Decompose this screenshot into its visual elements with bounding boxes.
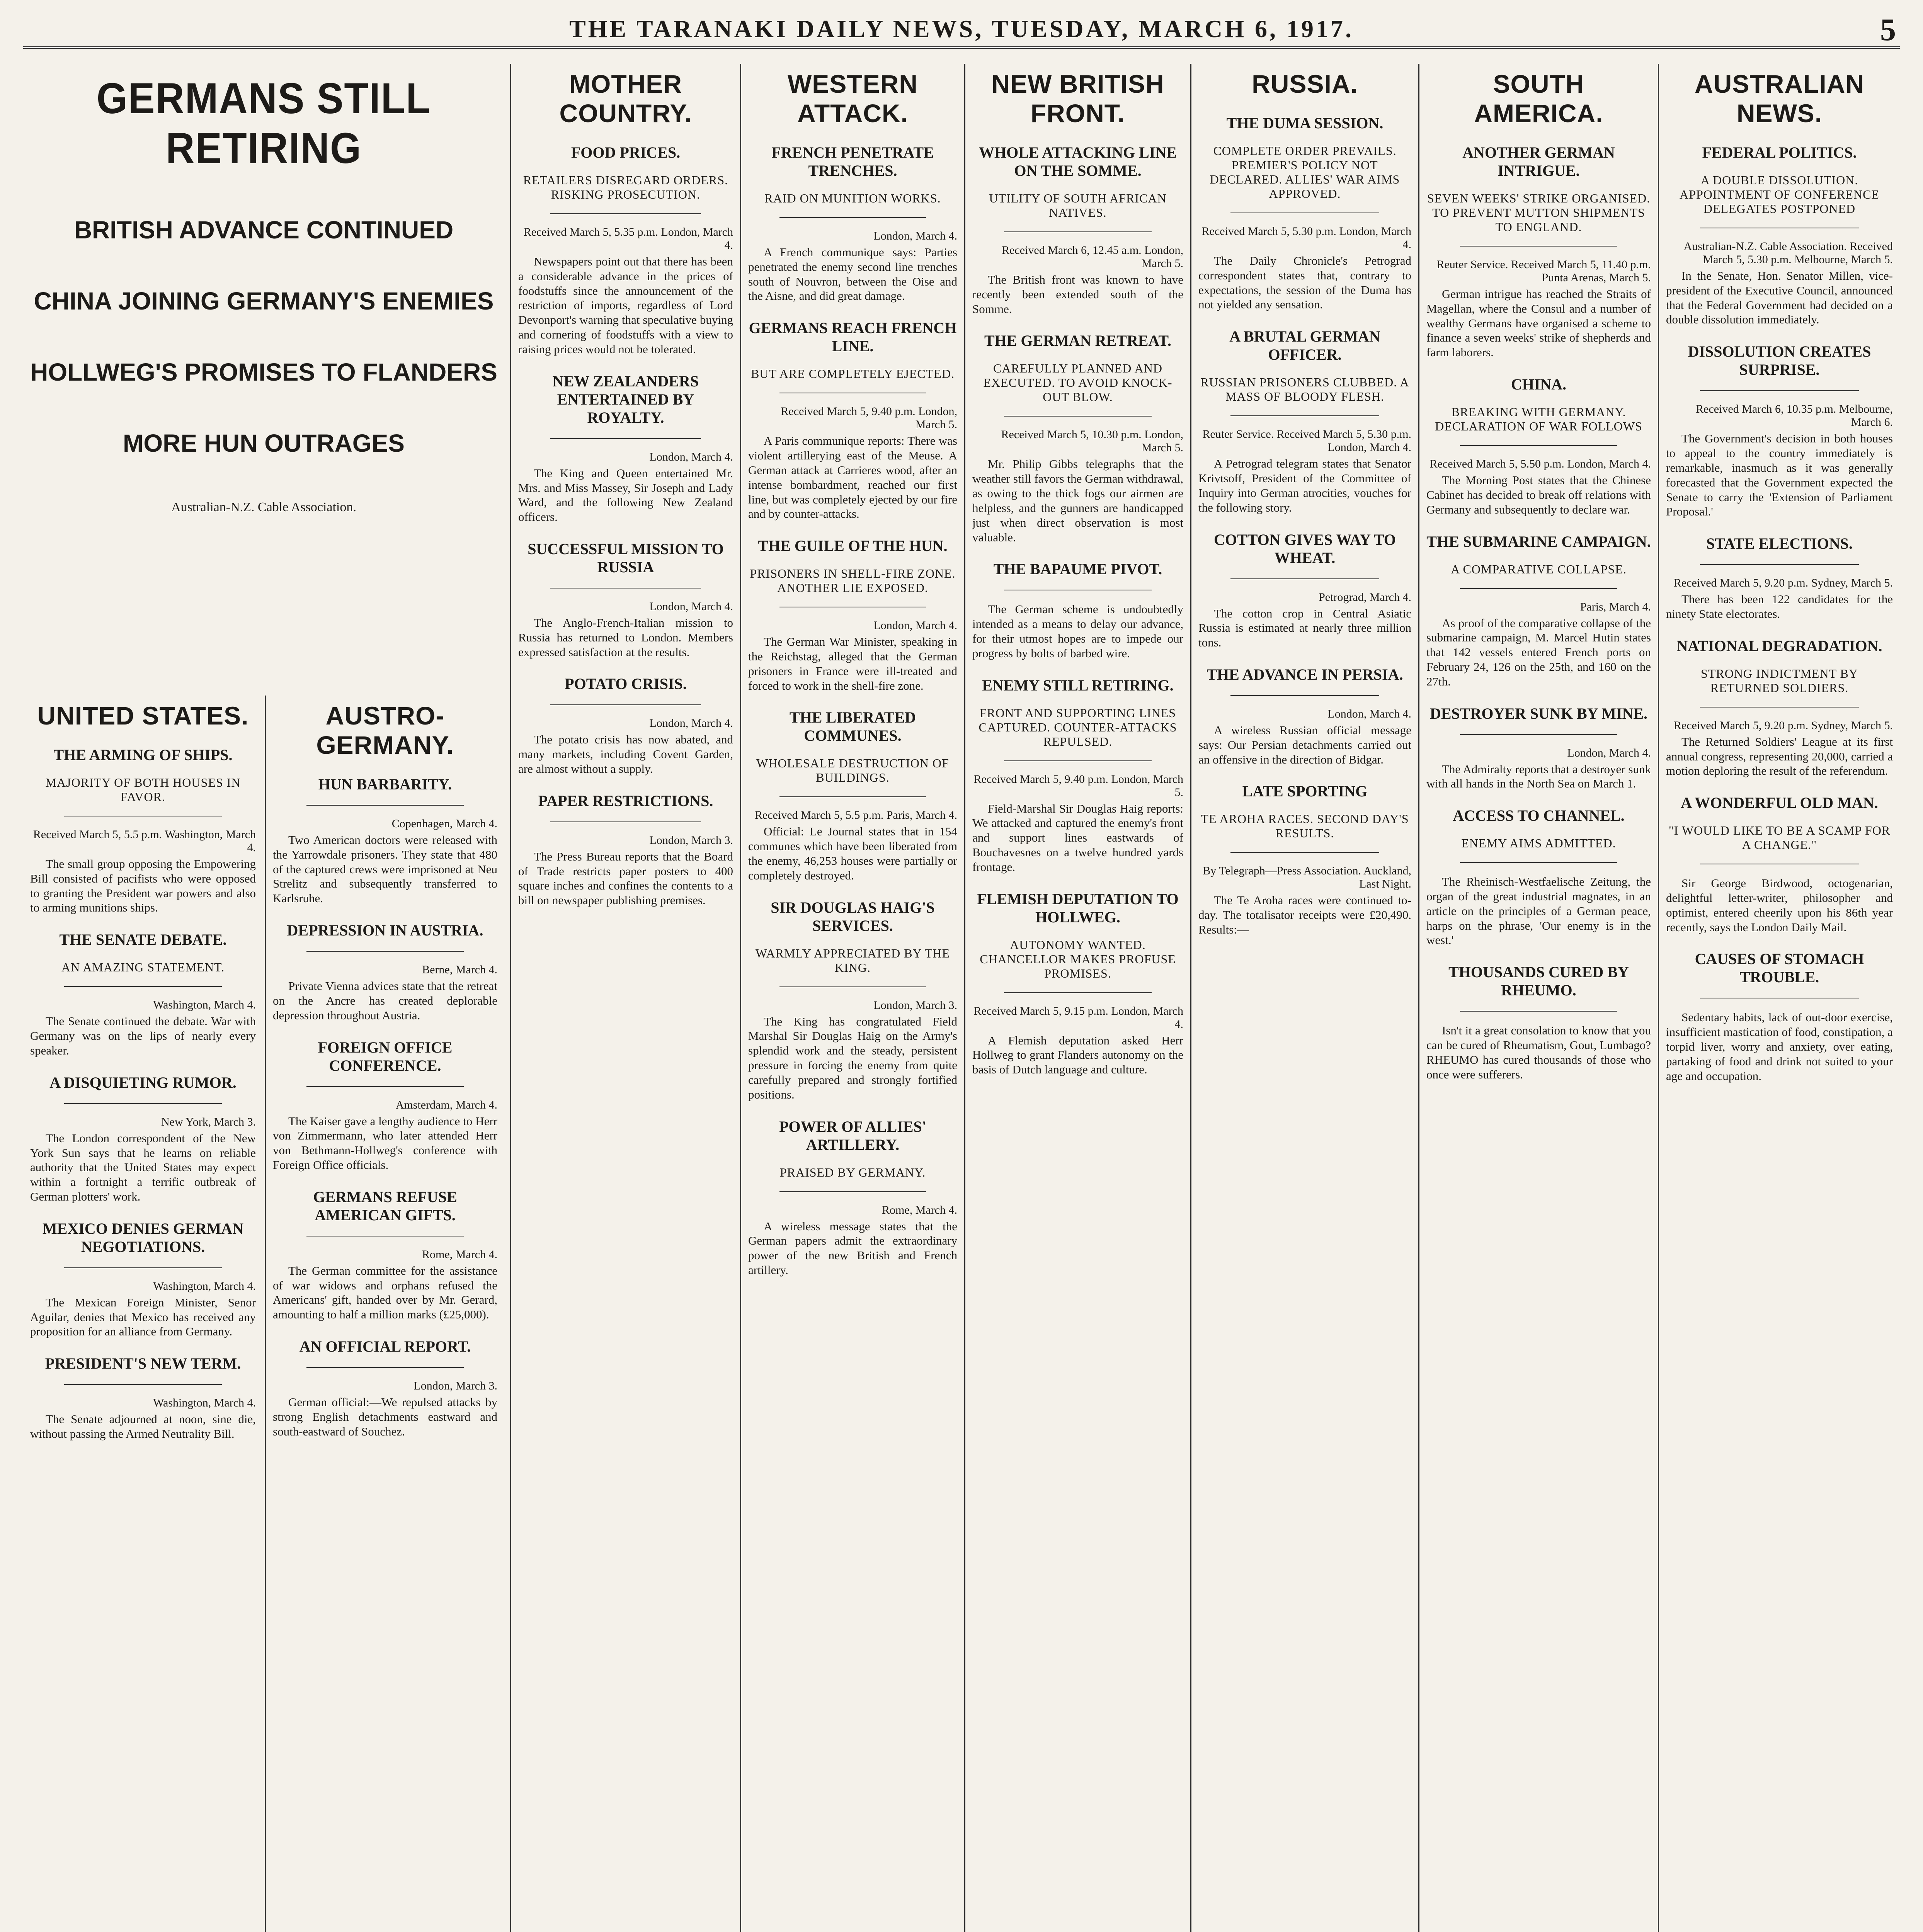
section-title: A BRUTAL GERMAN OFFICER.	[1229, 328, 1380, 364]
article-body: German official:—We repulsed attacks by strong English detachments eastward and south-eastward of Souchez.	[273, 1395, 497, 1438]
section-subtitle: UTILITY OF SOUTH AFRICAN NATIVES.	[989, 191, 1167, 219]
column-new-british-front	[964, 64, 1190, 1932]
article-body: The Admiralty reports that a destroyer sunk with all hands in the North Sea on March 1.	[1426, 762, 1651, 791]
column-heading: SOUTH AMERICA.	[1474, 70, 1603, 128]
article-body: Two American doctors were released with the Yarrowdale prisoners. They state that 480 of the captured crews were imprisoned at Neu Strelitz and subsequently transferred to Karlsruhe.	[273, 833, 497, 905]
column-heading: AUSTRO-GERMANY.	[316, 701, 454, 759]
column-heading: UNITED STATES.	[37, 701, 249, 730]
divider	[550, 213, 701, 214]
article-body: The Daily Chronicle's Petrograd correspondent states that, contrary to expectations, the session of the Duma has not yielded any sensation.	[1198, 254, 1411, 311]
dateline: Reuter Service. Received March 5, 5.30 p.m. London, March 4.	[1202, 428, 1411, 454]
divider	[1460, 734, 1617, 735]
section-title: GERMANS REFUSE AMERICAN GIFTS.	[313, 1188, 457, 1224]
section-title: FRENCH PENETRATE TRENCHES.	[771, 144, 934, 179]
divider	[1230, 852, 1380, 853]
section-title: WHOLE ATTACKING LINE ON THE SOMME.	[979, 144, 1177, 179]
section-title: CHINA.	[1511, 376, 1567, 393]
column-heading: MOTHER COUNTRY.	[559, 70, 692, 128]
divider	[1230, 578, 1380, 579]
section-title: AN OFFICIAL REPORT.	[299, 1338, 471, 1355]
section-subtitle: RUSSIAN PRISONERS CLUBBED. A MASS OF BLOODY FLESH.	[1200, 375, 1409, 404]
divider	[1004, 760, 1152, 761]
divider	[1460, 1011, 1617, 1012]
article-body: The German committee for the assistance of war widows and orphans refused the Americans' gift, handed over by Mr. Gerard, amounting to half a million marks (£25,000).	[273, 1264, 497, 1321]
dateline: Washington, March 4.	[153, 998, 256, 1012]
section-subtitle: STRONG INDICTMENT BY RETURNED SOLDIERS.	[1701, 666, 1858, 695]
divider	[779, 986, 926, 987]
article-body: Newspapers point out that there has been a considerable advance in the prices of foodstuffs since the announcement of the restriction of imports, regardless of Lord Devonport's warning that speculative buying and cornering of foodstuffs with a view to raising prices would not be tolerated.	[518, 255, 733, 356]
dateline: Received March 5, 9.20 p.m. Sydney, March 5.	[1673, 719, 1893, 732]
article-body: The Press Bureau reports that the Board of Trade restricts paper posters to 400 square inches and confines the contents to a bill on newspaper publishing premises.	[518, 849, 733, 907]
dateline: London, March 3.	[414, 1379, 497, 1392]
dateline: Received March 5, 5.50 p.m. London, March 4.	[1429, 457, 1651, 471]
dateline: Received March 5, 5.5 p.m. Paris, March 4.	[754, 809, 957, 822]
section-subtitle: FRONT AND SUPPORTING LINES CAPTURED. COUNTER-ATTACKS REPULSED.	[979, 706, 1177, 748]
divider	[1230, 415, 1380, 416]
dateline: London, March 4.	[649, 717, 733, 730]
section-title: A WONDERFUL OLD MAN.	[1681, 794, 1878, 812]
dateline: Petrograd, March 4.	[1319, 590, 1411, 604]
article-body: Official: Le Journal states that in 154 communes which have been liberated from the enemy, 46,253 houses were partially or completely destroyed.	[748, 825, 957, 882]
section-subtitle: RAID ON MUNITION WORKS.	[764, 191, 941, 205]
divider	[1700, 390, 1859, 391]
dateline: London, March 4.	[649, 450, 733, 463]
section-title: CAUSES OF STOMACH TROUBLE.	[1695, 950, 1864, 986]
lead-subhead: HOLLWEG'S PROMISES TO FLANDERS	[30, 358, 497, 386]
dateline: Australian-N.Z. Cable Association. Received March 5, 5.30 p.m. Melbourne, March 5.	[1683, 240, 1893, 266]
column-united-states	[23, 696, 263, 1932]
section-title: PAPER RESTRICTIONS.	[538, 792, 713, 810]
section-subtitle: BUT ARE COMPLETELY EJECTED.	[751, 367, 955, 381]
column-western-attack	[740, 64, 964, 1932]
divider	[1460, 246, 1617, 247]
divider	[550, 704, 701, 705]
dateline: Berne, March 4.	[422, 963, 497, 976]
lead-headline: GERMANS STILL RETIRING	[96, 74, 431, 172]
article-body: Sir George Birdwood, octogenarian, delightful letter-writer, philosopher and optimist, entered cheerily upon his 86th year recently, says the London Daily Mail.	[1666, 876, 1893, 934]
lead-source: Australian-N.Z. Cable Association.	[171, 500, 356, 514]
divider	[64, 986, 222, 987]
masthead	[23, 12, 1900, 49]
dateline: Rome, March 4.	[422, 1248, 497, 1261]
article-body: Isn't it a great consolation to know that you can be cured of Rheumatism, Gout, Lumbago? RHEUMO has cured thousands of those who once were sufferers.	[1426, 1024, 1651, 1081]
dateline: Reuter Service. Received March 5, 11.40 p.m. Punta Arenas, March 5.	[1436, 258, 1651, 284]
divider	[779, 1191, 926, 1192]
article-body: The Senate adjourned at noon, sine die, without passing the Armed Neutrality Bill.	[30, 1412, 256, 1440]
divider	[64, 1103, 222, 1104]
section-title: POWER OF ALLIES' ARTILLERY.	[779, 1117, 926, 1153]
column-heading: WESTERN ATTACK.	[788, 70, 918, 128]
column-heading: NEW BRITISH FRONT.	[991, 70, 1164, 128]
dateline: London, March 4.	[873, 619, 957, 632]
section-subtitle: MAJORITY OF BOTH HOUSES IN FAVOR.	[45, 776, 241, 804]
section-title: NEW ZEALANDERS ENTERTAINED BY ROYALTY.	[552, 372, 699, 426]
section-subtitle: "I WOULD LIKE TO BE A SCAMP FOR A CHANGE."	[1668, 823, 1891, 852]
section-title: ACCESS TO CHANNEL.	[1453, 807, 1625, 825]
section-title: COTTON GIVES WAY TO WHEAT.	[1214, 531, 1396, 566]
section-title: SUCCESSFUL MISSION TO RUSSIA	[528, 540, 724, 576]
divider	[1460, 588, 1617, 589]
dateline: Rome, March 4.	[882, 1203, 957, 1216]
section-title: ENEMY STILL RETIRING.	[982, 676, 1174, 694]
column-austro-germany	[265, 696, 504, 1932]
divider	[64, 1267, 222, 1268]
dateline: By Telegraph—Press Association. Auckland, Last Night.	[1203, 864, 1411, 891]
article-body: The potato crisis has now abated, and many markets, including Covent Garden, are almost without a supply.	[518, 733, 733, 776]
section-title: FLEMISH DEPUTATION TO HOLLWEG.	[977, 890, 1179, 926]
article-body: Field-Marshal Sir Douglas Haig reports: We attacked and captured the enemy's front and support lines eastwards of Bouchavesnes on a twelve hundred yards frontage.	[972, 801, 1183, 874]
article-body: The German War Minister, speaking in the Reichstag, alleged that the German prisoners in France were ill-treated and forced to work in the shell-fire zone.	[748, 635, 957, 692]
section-title: THE ARMING OF SHIPS.	[53, 746, 233, 764]
section-title: LATE SPORTING	[1242, 782, 1368, 800]
article-body: The Government's decision in both houses to appeal to the country immediately is remarkable, inasmuch as it was generally forecasted that the Government expected the Senate to carry the 'Extension of Parliament Proposal.'	[1666, 432, 1893, 519]
dateline: Received March 5, 5.35 p.m. London, March 4.	[523, 226, 733, 252]
article-body: Mr. Philip Gibbs telegraphs that the weather still favors the German withdrawal, as owing to the thick fogs our airmen are helpless, and the gunners are handicapped just when direct observation is most valuable.	[972, 457, 1183, 544]
article-body: The King and Queen entertained Mr. Mrs. and Miss Massey, Sir Joseph and Lady Ward, and the following New Zealand officers.	[518, 466, 733, 524]
dateline: Received March 5, 10.30 p.m. London, March 5.	[1001, 428, 1183, 454]
article-body: The small group opposing the Empowering Bill consisted of pacifists who were opposed to granting the President war powers and also to arming munitions ships.	[30, 857, 256, 915]
dateline: Received March 5, 9.40 p.m. London, March 5.	[973, 772, 1183, 799]
dateline: London, March 3.	[873, 998, 957, 1012]
article-body: The Anglo-French-Italian mission to Russia has returned to London. Members expressed satisfaction at the results.	[518, 616, 733, 659]
article-body: The cotton crop in Central Asiatic Russia is estimated at nearly three million tons.	[1198, 606, 1411, 650]
newspaper-title: THE TARANAKI DAILY NEWS, TUESDAY, MARCH 6, 1917.	[569, 15, 1354, 43]
article-body: Sedentary habits, lack of out-door exercise, insufficient mastication of food, constipation, a torpid liver, worry and anxiety, over eating, partaking of food and drink not suited to your age and occupation.	[1666, 1010, 1893, 1083]
article-body: The Senate continued the debate. War with Germany was on the lips of nearly every speaker.	[30, 1014, 256, 1057]
page-number: 5	[1880, 12, 1896, 47]
section-subtitle: A COMPARATIVE COLLAPSE.	[1451, 562, 1627, 576]
article-body: A wireless message states that the German papers admit the extraordinary power of the new British and French artillery.	[748, 1219, 957, 1277]
lead-story	[23, 62, 504, 515]
article-body: German intrigue has reached the Straits of Magellan, where the Consul and a number of wealthy Germans have organised a scheme to finance a seven weeks' strike of shepherds and farm laborers.	[1426, 287, 1651, 359]
dateline: Received March 5, 9.20 p.m. Sydney, March 5.	[1673, 577, 1893, 590]
section-title: DESTROYER SUNK BY MINE.	[1429, 704, 1648, 722]
column-mother-country	[510, 64, 740, 1932]
section-title: THE SENATE DEBATE.	[59, 931, 227, 949]
section-title: FEDERAL POLITICS.	[1702, 144, 1857, 161]
section-subtitle: COMPLETE ORDER PREVAILS. PREMIER'S POLICY NOT DECLARED. ALLIES' WAR AIMS APPROVED.	[1210, 144, 1400, 201]
divider	[306, 951, 464, 952]
section-title: FOOD PRICES.	[571, 144, 681, 161]
article-body: The King has congratulated Field Marshal Sir Douglas Haig on the Army's splendid work and the steady, persistent pressure in forcing the enemy from quite carefully prepared and strongly fortified positions.	[748, 1014, 957, 1101]
divider	[779, 217, 926, 218]
section-subtitle: SEVEN WEEKS' STRIKE ORGANISED. TO PREVENT MUTTON SHIPMENTS TO ENGLAND.	[1427, 191, 1651, 234]
article-body: A Petrograd telegram states that Senator Krivtsoff, President of the Committee of Inquiry into German atrocities, vouches for the following story.	[1198, 457, 1411, 514]
divider	[306, 1367, 464, 1368]
dateline: Received March 6, 12.45 a.m. London, March 5.	[1002, 244, 1183, 270]
divider	[1230, 695, 1380, 696]
section-subtitle: RETAILERS DISREGARD ORDERS. RISKING PROSECUTION.	[523, 173, 728, 201]
dateline: London, March 4.	[873, 230, 957, 242]
article-body: Private Vienna advices state that the retreat on the Ancre has created deplorable depression throughout Austria.	[273, 979, 497, 1022]
section-title: THE BAPAUME PIVOT.	[993, 560, 1162, 578]
divider	[1004, 992, 1152, 993]
dateline: London, March 4.	[1327, 707, 1411, 720]
section-title: POTATO CRISIS.	[565, 675, 687, 693]
divider	[1460, 445, 1617, 446]
section-title: GERMANS REACH FRENCH LINE.	[749, 319, 957, 355]
column-heading: AUSTRALIAN NEWS.	[1695, 70, 1864, 128]
section-title: STATE ELECTIONS.	[1706, 535, 1853, 553]
section-title: THE DUMA SESSION.	[1226, 114, 1384, 132]
section-title: THE ADVANCE IN PERSIA.	[1207, 665, 1403, 683]
section-title: PRESIDENT'S NEW TERM.	[45, 1355, 241, 1372]
divider	[64, 1384, 222, 1385]
article-body: The Kaiser gave a lengthy audience to Herr von Zimmermann, who later attended Herr von Bethmann-Hollweg's conference with Foreign Office officials.	[273, 1114, 497, 1172]
divider	[550, 438, 701, 439]
divider	[550, 821, 701, 822]
section-title: DEPRESSION IN AUSTRIA.	[287, 922, 483, 939]
section-title: SIR DOUGLAS HAIG'S SERVICES.	[771, 898, 935, 934]
section-title: HUN BARBARITY.	[318, 776, 452, 793]
section-title: DISSOLUTION CREATES SURPRISE.	[1688, 343, 1871, 379]
section-subtitle: WARMLY APPRECIATED BY THE KING.	[755, 946, 950, 975]
lead-subhead: MORE HUN OUTRAGES	[123, 429, 405, 457]
section-subtitle: BREAKING WITH GERMANY. DECLARATION OF WAR FOLLOWS	[1435, 405, 1642, 434]
section-title: FOREIGN OFFICE CONFERENCE.	[318, 1038, 453, 1074]
column-south-america	[1418, 64, 1658, 1932]
section-title: MEXICO DENIES GERMAN NEGOTIATIONS.	[42, 1219, 244, 1255]
article-body: A Flemish deputation asked Herr Hollweg to grant Flanders autonomy on the basis of Dutch language and culture.	[972, 1033, 1183, 1077]
dateline: Received March 6, 10.35 p.m. Melbourne, March 6.	[1696, 403, 1893, 429]
section-subtitle: AN AMAZING STATEMENT.	[61, 960, 225, 975]
dateline: Received March 5, 9.40 p.m. London, March 5.	[781, 405, 957, 431]
article-body: A French communique says: Parties penetrated the enemy second line trenches south of Nouvron, between the Oise and the Aisne, and did great damage.	[748, 245, 957, 303]
article-body: The Rheinisch-Westfaelische Zeitung, the organ of the great industrial magnates, in an article on the principles of a German peace, harps on the phrase, 'Our enemy is in the west.'	[1426, 875, 1651, 947]
article-body: A Paris communique reports: There was violent artillerying east of the Meuse. A German attack at Carrieres wood, after an intense bombardment, reached our first line, but was completely ejected by our fire and by counter-attacks.	[748, 434, 957, 521]
section-subtitle: ENEMY AIMS ADMITTED.	[1461, 836, 1616, 850]
section-subtitle: CAREFULLY PLANNED AND EXECUTED. TO AVOID KNOCK-OUT BLOW.	[983, 361, 1173, 404]
section-title: THOUSANDS CURED BY RHEUMO.	[1448, 963, 1629, 999]
section-title: A DISQUIETING RUMOR.	[49, 1073, 237, 1091]
dateline: London, March 4.	[649, 600, 733, 613]
article-body: As proof of the comparative collapse of the submarine campaign, M. Marcel Hutin states that 142 vessels entered French ports on February 24, 126 on the 25th, and 160 on the 27th.	[1426, 616, 1651, 688]
article-body: The British front was known to have recently been extended south of the Somme.	[972, 273, 1183, 316]
section-title: THE LIBERATED COMMUNES.	[789, 709, 916, 745]
lead-subcolumns	[23, 696, 504, 1932]
column-heading: RUSSIA.	[1252, 70, 1358, 98]
dateline: London, March 4.	[1567, 746, 1651, 759]
divider	[779, 796, 926, 797]
section-title: NATIONAL DEGRADATION.	[1676, 637, 1882, 655]
dateline: Received March 5, 5.30 p.m. London, March 4.	[1201, 225, 1411, 251]
divider	[1004, 416, 1152, 417]
section-subtitle: A DOUBLE DISSOLUTION. APPOINTMENT OF CONFERENCE DELEGATES POSTPONED	[1680, 173, 1879, 216]
article-body: There has been 122 candidates for the ninety State electorates.	[1666, 592, 1893, 621]
lead-subhead: BRITISH ADVANCE CONTINUED	[74, 216, 454, 244]
divider	[1460, 862, 1617, 863]
article-body: The German scheme is undoubtedly intended as a means to delay our advance, for their utmost hopes are to impede our progress by bolts of barbed wire.	[972, 602, 1183, 660]
article-body: The Te Aroha races were continued to-day. The totalisator receipts were £20,490. Results:—	[1198, 893, 1411, 936]
dateline: Washington, March 4.	[153, 1279, 256, 1293]
article-body: The Returned Soldiers' League at its first annual congress, representing 20,000, carried a motion deploring the result of the referendum.	[1666, 735, 1893, 778]
section-title: ANOTHER GERMAN INTRIGUE.	[1462, 144, 1615, 179]
section-title: THE GERMAN RETREAT.	[984, 332, 1172, 350]
column-russia	[1190, 64, 1418, 1932]
article-body: The Mexican Foreign Minister, Senor Aguilar, denies that Mexico has received any proposition for an alliance from Germany.	[30, 1295, 256, 1338]
section-subtitle: PRISONERS IN SHELL-FIRE ZONE. ANOTHER LIE EXPOSED.	[750, 566, 956, 595]
article-body: In the Senate, Hon. Senator Millen, vice-president of the Executive Council, announced that the Federal Government had decided on a double dissolution immediately.	[1666, 269, 1893, 327]
lead-subhead: CHINA JOINING GERMANY'S ENEMIES	[34, 287, 494, 315]
divider	[1700, 564, 1859, 565]
article-body: A wireless Russian official message says: Our Persian detachments carried out an offensive in the direction of Bidgar.	[1198, 723, 1411, 766]
article-body: The London correspondent of the New York Sun says that he learns on reliable authority that the United States may expect within a fortnight a terrific outbreak of German plotters' work.	[30, 1131, 256, 1203]
dateline: Amsterdam, March 4.	[395, 1098, 497, 1111]
dateline: Copenhagen, March 4.	[391, 817, 497, 830]
column-australian-news	[1658, 64, 1900, 1932]
article-body: The Morning Post states that the Chinese Cabinet has decided to break off relations with Germany and subsequently to declare war.	[1426, 473, 1651, 516]
dateline: Received March 5, 5.5 p.m. Washington, March 4.	[33, 828, 256, 854]
section-subtitle: TE AROHA RACES. SECOND DAY'S RESULTS.	[1201, 812, 1409, 840]
section-title: THE GUILE OF THE HUN.	[758, 537, 948, 555]
dateline: Washington, March 4.	[153, 1396, 256, 1410]
section-subtitle: AUTONOMY WANTED. CHANCELLOR MAKES PROFUSE PROMISES.	[980, 937, 1176, 980]
dateline: New York, March 3.	[161, 1115, 256, 1128]
divider	[306, 805, 464, 806]
dateline: Paris, March 4.	[1580, 600, 1651, 613]
section-title: THE SUBMARINE CAMPAIGN.	[1426, 532, 1651, 550]
dateline: Received March 5, 9.15 p.m. London, March 4.	[973, 1004, 1183, 1031]
divider	[306, 1086, 464, 1087]
dateline: London, March 3.	[649, 833, 733, 847]
section-subtitle: PRAISED BY GERMANY.	[779, 1165, 926, 1179]
divider	[1004, 231, 1152, 232]
section-subtitle: WHOLESALE DESTRUCTION OF BUILDINGS.	[756, 756, 949, 785]
